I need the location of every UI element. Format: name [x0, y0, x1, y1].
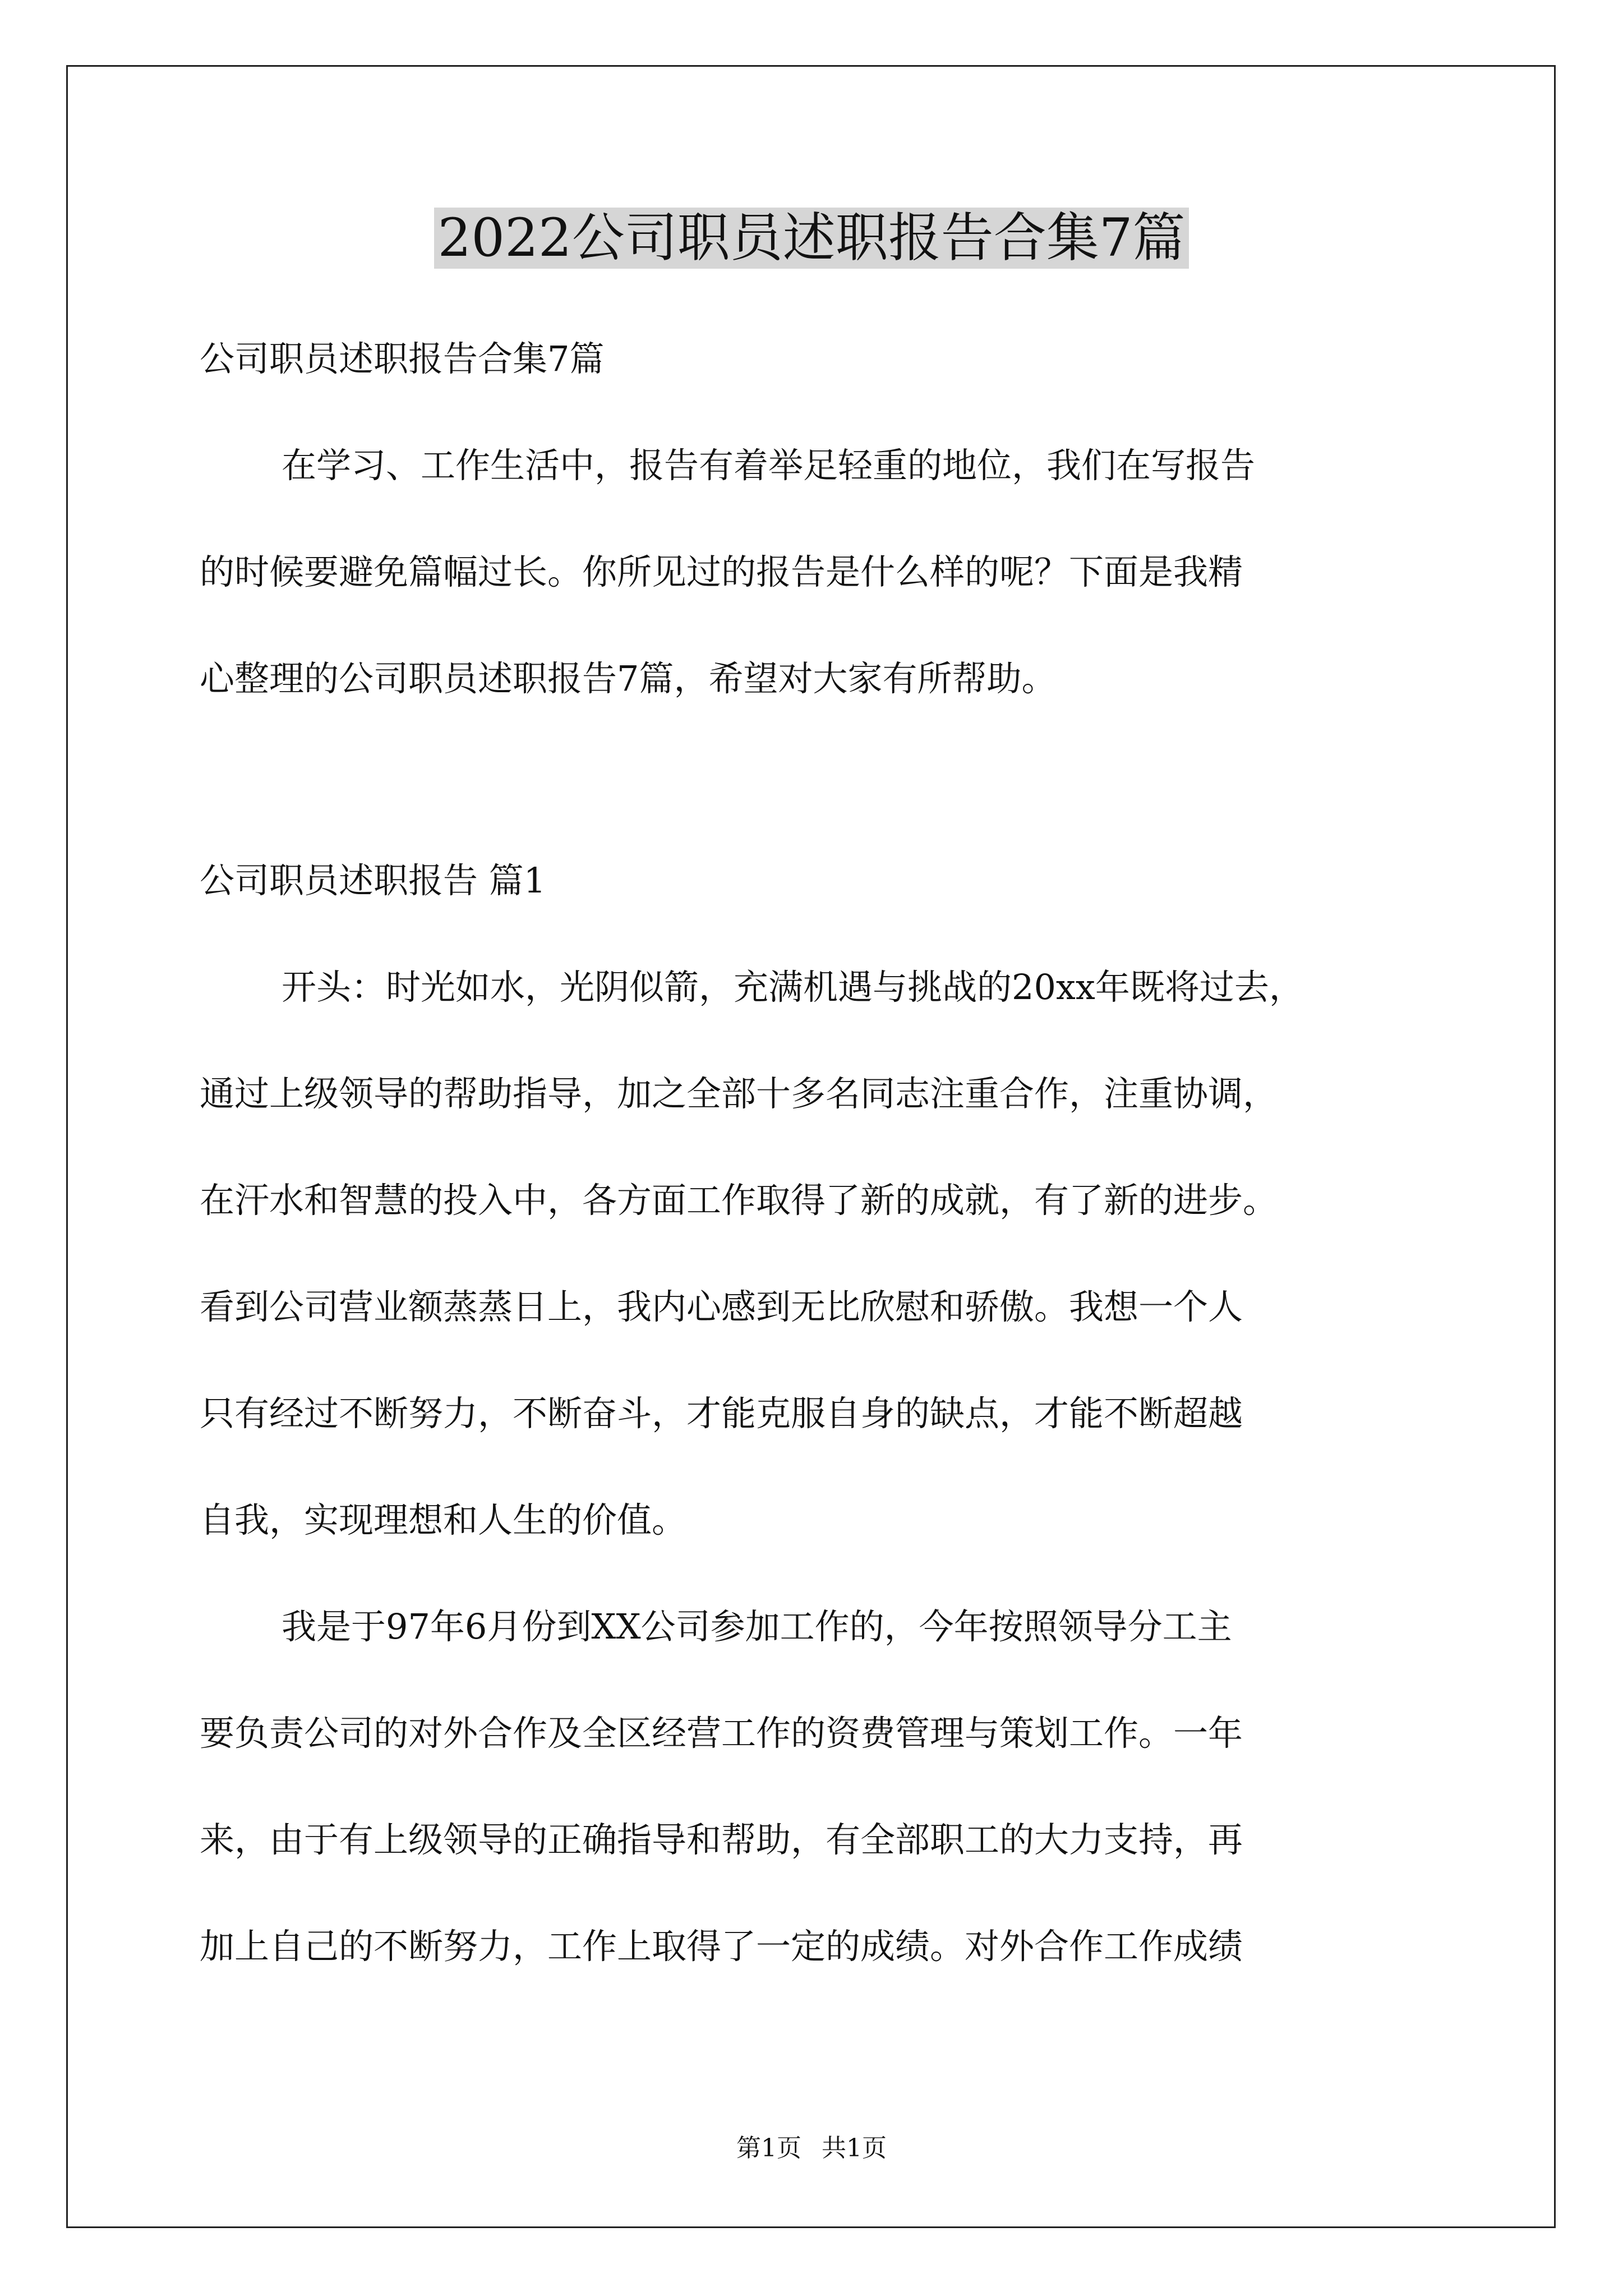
- paragraph-line: 加上自己的不断努力，工作上取得了一定的成绩。对外合作工作成绩: [200, 1926, 1243, 1967]
- intro-line: 心整理的公司职员述职报告7篇，希望对大家有所帮助。: [200, 658, 1057, 699]
- document-subtitle: 公司职员述职报告合集7篇: [200, 338, 605, 379]
- paragraph-line: 要负责公司的对外合作及全区经营工作的资费管理与策划工作。一年: [200, 1713, 1243, 1754]
- paragraph-line: 我是于97年6月份到XX公司参加工作的，今年按照领导分工主: [282, 1606, 1232, 1647]
- section-heading: 公司职员述职报告 篇1: [200, 860, 546, 901]
- paragraph-line: 只有经过不断努力，不断奋斗，才能克服自身的缺点，才能不断超越: [200, 1393, 1243, 1434]
- paragraph-line: 看到公司营业额蒸蒸日上，我内心感到无比欣慰和骄傲。我想一个人: [200, 1286, 1243, 1327]
- paragraph-line: 自我，实现理想和人生的价值。: [200, 1499, 687, 1540]
- document-body: [200, 306, 1433, 2000]
- page-number-current: 第1页: [736, 2134, 801, 2162]
- intro-line: 的时候要避免篇幅过长。你所见过的报告是什么样的呢？下面是我精: [200, 551, 1243, 592]
- intro-line: 在学习、工作生活中，报告有着举足轻重的地位，我们在写报告: [282, 445, 1256, 486]
- page-footer: [0, 2132, 1623, 2165]
- document-title-text: 2022公司职员述职报告合集7篇: [434, 208, 1188, 269]
- paragraph-line: 通过上级领导的帮助指导，加之全部十多名同志注重合作，注重协调，: [200, 1073, 1278, 1114]
- paragraph-line: 来，由于有上级领导的正确指导和帮助，有全部职工的大力支持，再: [200, 1819, 1243, 1860]
- paragraph-line: 在汗水和智慧的投入中，各方面工作取得了新的成就，有了新的进步。: [200, 1180, 1278, 1221]
- page-number-total: 共1页: [822, 2134, 887, 2162]
- document-title: [0, 199, 1623, 278]
- section-spacer: [200, 732, 1433, 827]
- paragraph-line: 开头：时光如水，光阴似箭，充满机遇与挑战的20xx年既将过去，: [282, 967, 1304, 1007]
